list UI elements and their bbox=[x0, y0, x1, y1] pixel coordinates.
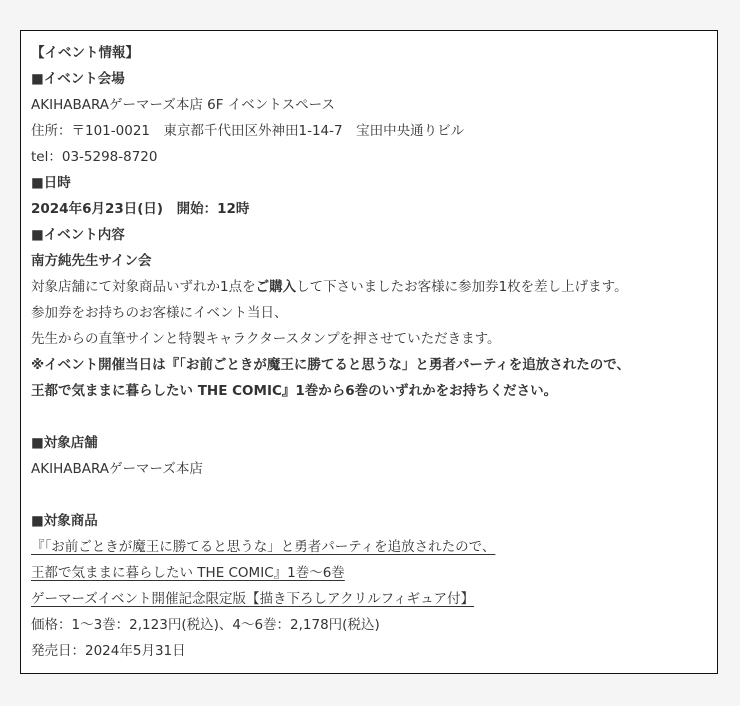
content-title: 南方純先生サイン会 bbox=[31, 253, 152, 269]
spacer bbox=[31, 404, 711, 430]
event-info-heading: 【イベント情報】 bbox=[31, 45, 139, 61]
product-link-text-2[interactable]: 王都で気ままに暮らしたい THE COMIC』1巻～6巻 bbox=[31, 565, 345, 581]
venue-heading: ■イベント会場 bbox=[31, 71, 125, 87]
datetime-heading: ■日時 bbox=[31, 175, 71, 191]
event-description-line-3: 先生からの直筆サインと特製キャラクタースタンプを押させていただきます。 bbox=[31, 331, 501, 347]
product-link-text-3[interactable]: ゲーマーズイベント開催記念限定版【描き下ろしアクリルフィギュア付】 bbox=[31, 591, 475, 607]
store-heading: ■対象店舗 bbox=[31, 435, 98, 451]
description-text-pre: 対象店舗にて対象商品いずれか1点を bbox=[31, 279, 256, 295]
event-info-box bbox=[20, 30, 718, 674]
spacer bbox=[31, 482, 711, 508]
event-note-line-1: ※イベント開催当日は『「お前ごときが魔王に勝てると思うな」と勇者パーティを追放されたので、 bbox=[31, 357, 631, 373]
event-datetime: 2024年6月23日(日) 開始：12時 bbox=[31, 201, 250, 217]
venue-address: 住所：〒101-0021 東京都千代田区外神田1-14-7 宝田中央通りビル bbox=[31, 123, 465, 139]
product-link-line-1[interactable] bbox=[31, 534, 711, 560]
content-heading: ■イベント内容 bbox=[31, 227, 125, 243]
description-text-post: して下さいましたお客様に参加券1枚を差し上げます。 bbox=[296, 279, 628, 295]
top-bar bbox=[0, 0, 740, 30]
description-text-purchase: ご購入 bbox=[255, 279, 297, 295]
event-description-line-1 bbox=[31, 274, 711, 300]
product-heading: ■対象商品 bbox=[31, 513, 98, 529]
product-link-line-2[interactable] bbox=[31, 560, 711, 586]
venue-tel: tel：03-5298-8720 bbox=[31, 149, 158, 165]
venue-name: AKIHABARAゲーマーズ本店 6F イベントスペース bbox=[31, 97, 335, 113]
event-info-lines bbox=[31, 40, 711, 664]
store-name: AKIHABARAゲーマーズ本店 bbox=[31, 461, 203, 477]
product-price: 価格：1～3巻：2,123円(税込)、4～6巻：2,178円(税込) bbox=[31, 617, 380, 633]
event-description-line-2: 参加券をお持ちのお客様にイベント当日、 bbox=[31, 305, 288, 321]
product-link-text-1[interactable]: 『「お前ごときが魔王に勝てると思うな」と勇者パーティを追放されたので、 bbox=[31, 539, 496, 555]
product-release-date: 発売日：2024年5月31日 bbox=[31, 643, 186, 659]
event-note-line-2: 王都で気ままに暮らしたい THE COMIC』1巻から6巻のいずれかをお持ちください。 bbox=[31, 383, 558, 399]
product-link-line-3[interactable] bbox=[31, 586, 711, 612]
